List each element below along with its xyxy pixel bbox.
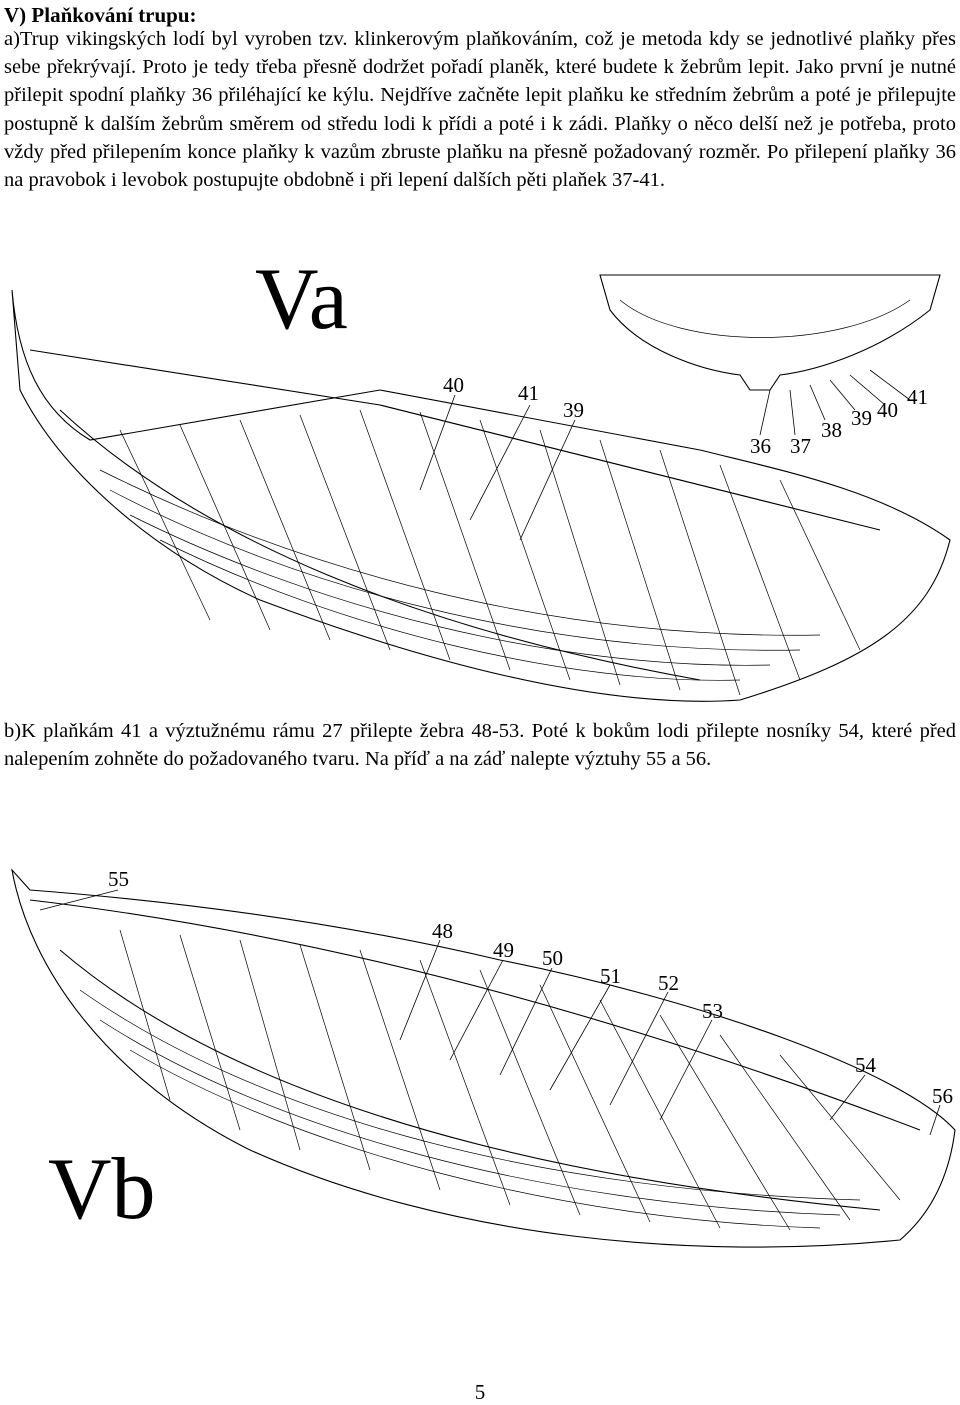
frames-va [120, 410, 860, 695]
figure-va [0, 240, 960, 710]
figure-vb-drawing [0, 850, 960, 1270]
figure-label-va: Va [255, 251, 348, 348]
instruction-paragraph-b: b)K plaňkám 41 a výztužnému rámu 27 přilepte žebra 48-53. Poté k bokům lodi přilepte nosníky 54, které před nalepením zohněte do požadovaného tvaru. Na příď a na záď nalepte výztuhy 55 a 56. [4, 720, 956, 771]
callout-40-section: 40 [877, 398, 898, 422]
callout-39: 39 [563, 398, 584, 422]
callout-37: 37 [790, 434, 811, 458]
callout-41-section: 41 [907, 385, 928, 409]
planking-va [100, 470, 820, 680]
leaders-va [420, 370, 910, 540]
callout-53: 53 [702, 999, 723, 1023]
figure-vb [0, 850, 960, 1270]
section-heading: V) Plaňkování trupu: [4, 3, 197, 27]
callout-40: 40 [443, 373, 464, 397]
callout-52: 52 [658, 971, 679, 995]
page-number: 5 [474, 1380, 486, 1404]
figure-label-vb: Vb [48, 1141, 156, 1238]
callout-38: 38 [821, 418, 842, 442]
figure-va-drawing [0, 240, 960, 710]
cross-section-va [600, 275, 940, 390]
instruction-paragraph-a: a)Trup vikingských lodí byl vyroben tzv. klinkerovým plaňkováním, což je metoda kdy se jednotlivé plaňky přes sebe překrývají. Proto je tedy třeba přesně dodržet pořadí planěk, které budete k žebrům lepit. Jako první je nutné přilepit spodní plaňky 36 přiléhající ke kýlu. Nejdříve začněte lepit plaňku ke středním žebrům a poté je přilepujte postupně k dalším žebrům směrem od středu lodi k přídi a poté i k zádi. Plaňky o něco delší než je potřeba, proto vždy před přilepením konce plaňky k vazům zbruste plaňku na přesně požadovaný rozměr. Po přilepení plaňky 36 na pravobok i levobok postupujte obdobně i při lepení dalších pěti plaňek 37-41. [4, 28, 956, 192]
callout-51: 51 [600, 964, 621, 988]
callout-39-section: 39 [851, 406, 872, 430]
callout-50: 50 [542, 946, 563, 970]
callout-36: 36 [750, 434, 771, 458]
hull-outline-va [12, 290, 950, 701]
leaders-vb [40, 890, 940, 1135]
callout-48: 48 [432, 919, 453, 943]
callout-49: 49 [493, 938, 514, 962]
planking-vb [80, 990, 860, 1228]
callout-54: 54 [855, 1053, 876, 1077]
callout-55: 55 [108, 867, 129, 891]
callout-41: 41 [518, 381, 539, 405]
callout-56: 56 [932, 1084, 953, 1108]
